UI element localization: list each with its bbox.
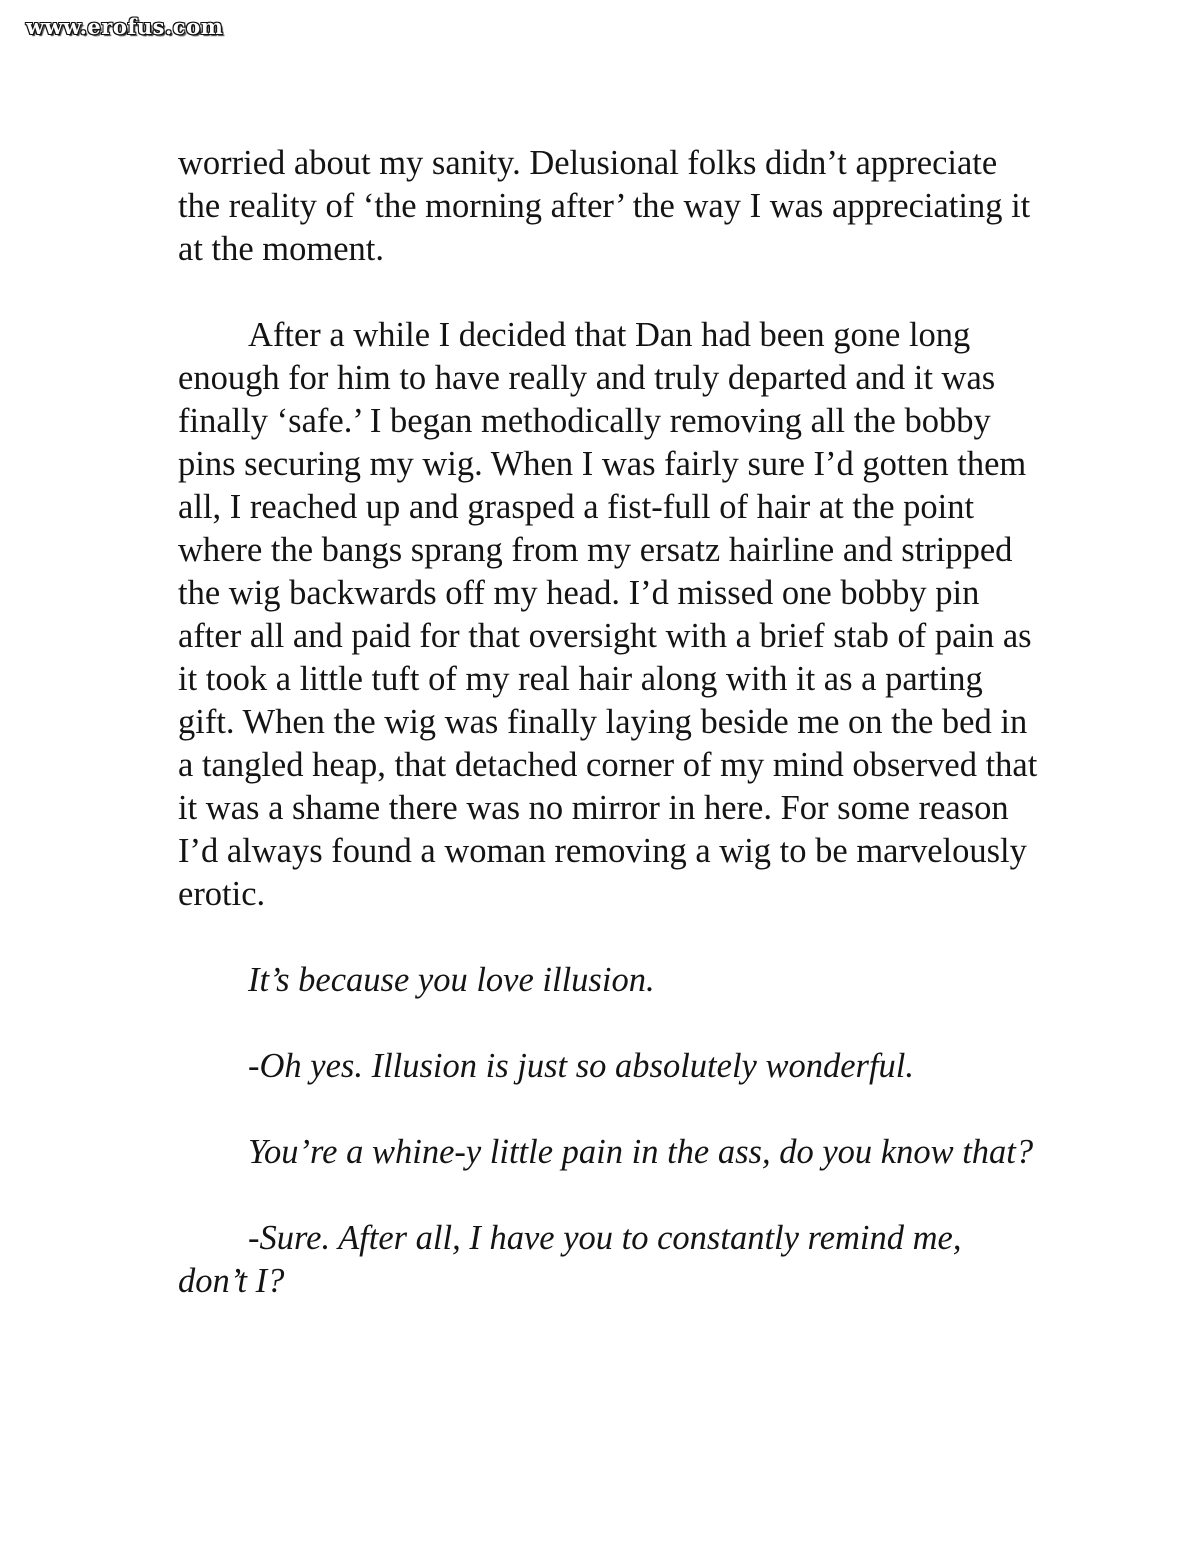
dialogue-line: It’s because you love illusion. — [248, 961, 655, 999]
dialogue-line: You’re a whine-y little pain in the ass, do you know that? — [248, 1133, 1034, 1171]
dialogue-line: -Oh yes. Illusion is just so absolutely wonderful. — [248, 1047, 915, 1085]
dialogue-line: -Sure. After all, I have you to constantly remind me, don’t I? — [178, 1219, 962, 1300]
site-watermark: www.erofus.com — [26, 14, 224, 39]
page-text — [178, 142, 1038, 1346]
paragraph-wig-removal: After a while I decided that Dan had been gone long enough for him to have really and truly departed and it was finally ‘safe.’ I began methodically removing all the bobby pins securing my wig. When I was fairly sure I’d gotten them all, I reached up and grasped a fist-full of hair at the point where the bangs sprang from my ersatz hairline and stripped the wig backwards off my head. I’d missed one bobby pin after all and paid for that oversight with a brief stab of pain as it took a little tuft of my real hair along with it as a parting gift. When the wig was finally laying beside me on the bed in a tangled heap, that detached corner of my mind observed that it was a shame there was no mirror in here. For some reason I’d always found a woman removing a wig to be marvelously erotic. — [178, 316, 1038, 913]
paragraph-continuation: worried about my sanity. Delusional folks didn’t appreciate the reality of ‘the morning after’ the way I was appreciating it at the moment. — [178, 144, 1031, 268]
